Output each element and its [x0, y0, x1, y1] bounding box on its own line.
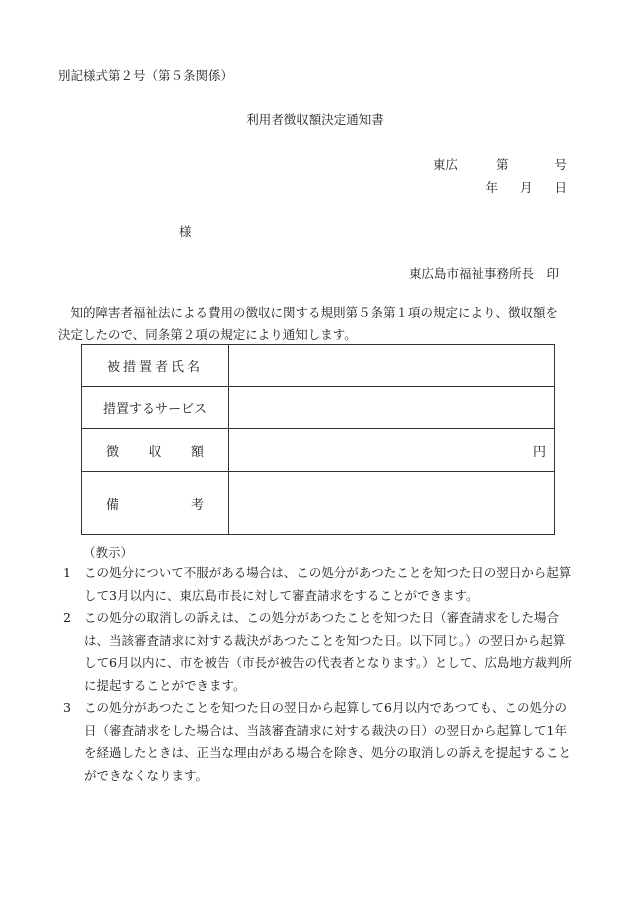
list-item: 2 この処分の取消しの訴えは、この処分があつたことを知つた日（審査請求をした場合は、当該審査請求に対する裁決があつたことを知つた日。以下同じ。）の翌日から起算して6月以内に、市を被告（市長が被告の代表者となります。）として、広島地方裁判所に提起することができます。 — [63, 610, 572, 693]
table-row — [82, 429, 555, 472]
list-item: 3 この処分があつたことを知つた日の翌日から起算して6月以内であつても、この処分の日（審査請求をした場合は、当該審査請求に対する裁決の日）の翌日から起算して1年を経過したときは、正当な理由がある場合を除き、処分の取消しの訴えを提起することができなくなります。 — [63, 700, 572, 783]
doc-number-dai: 第 — [495, 157, 509, 172]
doc-number-prefix: 東広 — [432, 157, 458, 172]
document-title: 利用者徴収額決定通知書 — [246, 112, 384, 127]
table-row — [82, 472, 555, 535]
document-date — [485, 178, 567, 196]
intro-paragraph: 知的障害者福祉法による費用の徴収に関する規則第５条第１項の規定により、徴収額を決定したので、同条第２項の規定により通知します。 — [58, 305, 559, 342]
issuer: 東広島市福祉事務所長 印 — [408, 266, 559, 281]
document-number — [433, 155, 567, 173]
value-person-name[interactable] — [229, 345, 555, 387]
table-row — [82, 345, 555, 387]
label-collection-amount: 徴 収 額 — [82, 429, 229, 472]
date-day: 日 — [554, 180, 567, 195]
label-person-name: 被措置者氏名 — [82, 345, 229, 387]
table-row — [82, 387, 555, 429]
form-heading: 別記様式第２号（第５条関係） — [58, 68, 234, 83]
date-year: 年 — [485, 180, 498, 195]
collection-table — [81, 344, 555, 535]
value-remarks[interactable] — [229, 472, 555, 535]
yen-unit: 円 — [532, 444, 546, 460]
value-collection-amount[interactable] — [229, 429, 555, 472]
label-service: 措置するサービス — [82, 387, 229, 429]
notes-heading: （教示） — [83, 545, 134, 560]
list-item: 1 この処分について不服がある場合は、この処分があつたことを知つた日の翌日から起算して3月以内に、東広島市長に対して審査請求をすることができます。 — [63, 565, 572, 603]
notes-list — [63, 562, 573, 787]
addressee: 様 — [179, 224, 192, 239]
date-month: 月 — [519, 180, 533, 195]
doc-number-go: 号 — [554, 157, 567, 172]
label-remarks: 備 考 — [82, 472, 229, 535]
value-service[interactable] — [229, 387, 555, 429]
